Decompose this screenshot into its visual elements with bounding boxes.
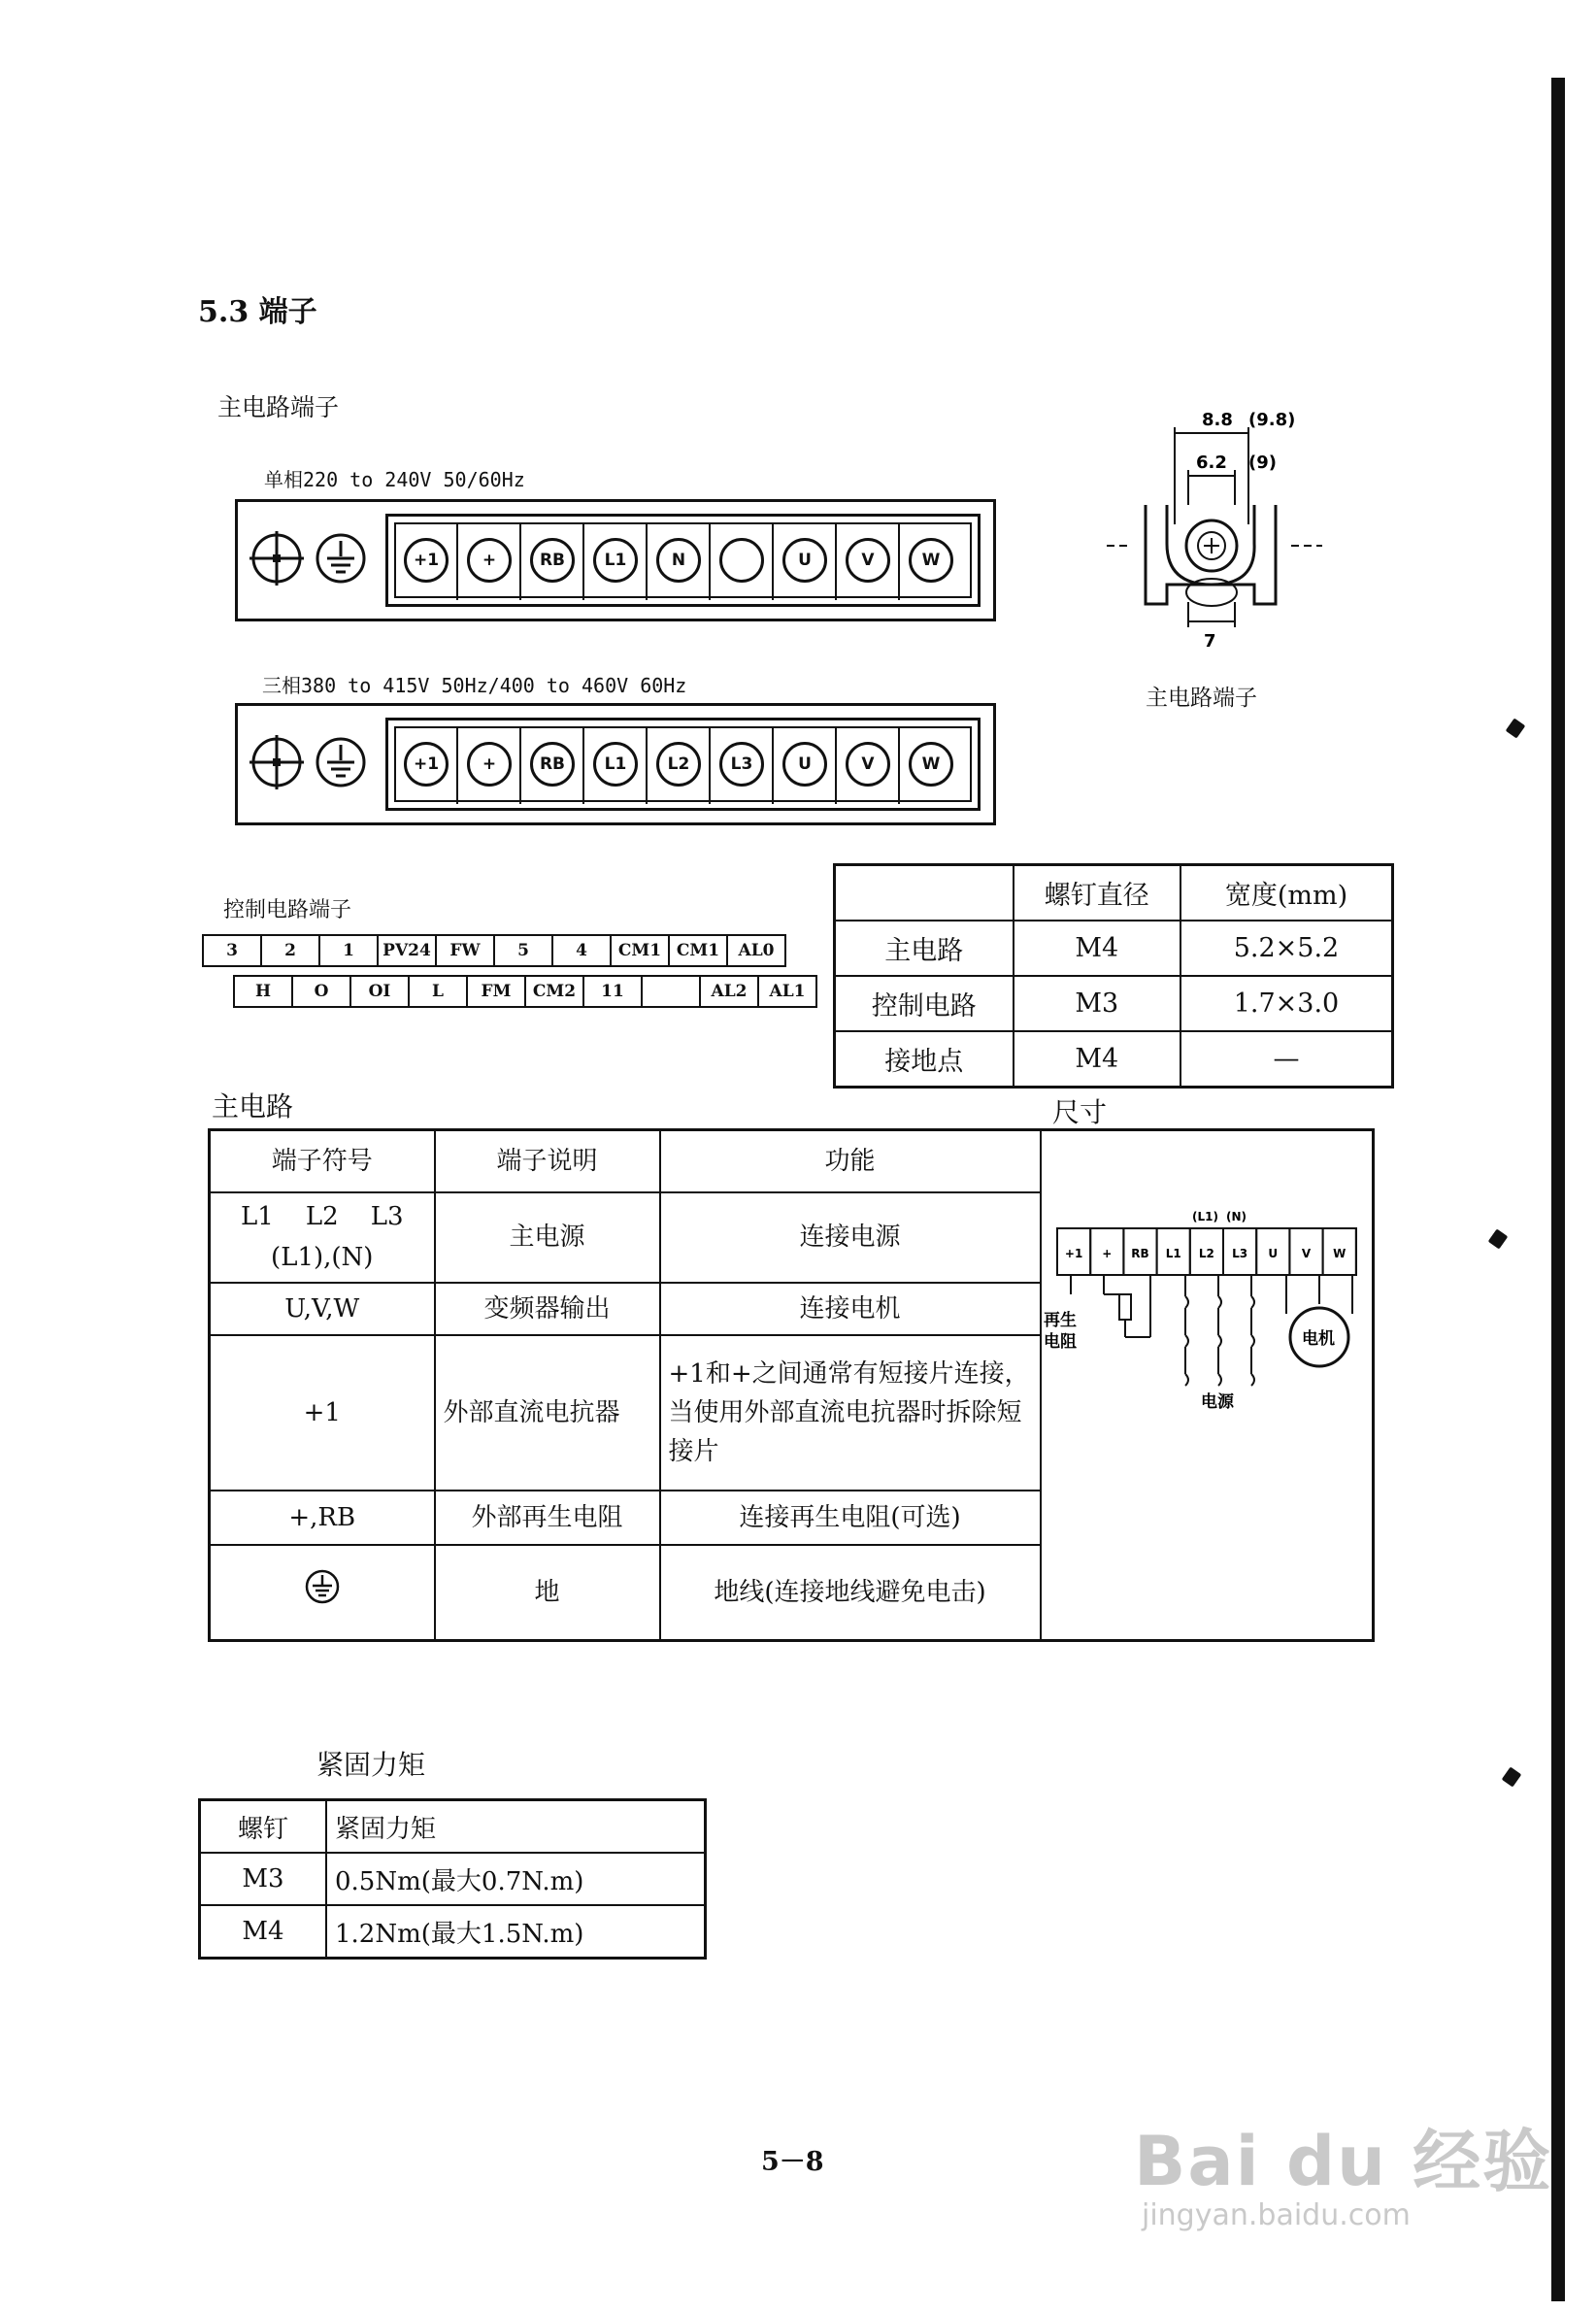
table-cell: — (1180, 1031, 1393, 1088)
table-cell: 主电路 (835, 921, 1014, 976)
table-header-cell: 功能 (660, 1130, 1041, 1193)
table-cell: +1和+之间通常有短接片连接，当使用外部直流电抗器时拆除短接片 (660, 1335, 1041, 1491)
main-circuit-table (208, 1128, 1375, 1642)
table-row (835, 921, 1393, 976)
table-cell: M4 (1014, 921, 1181, 976)
three-phase-terminal-strip (235, 703, 996, 825)
control-terminal: FW (435, 934, 495, 967)
table-cell: +,RB (210, 1491, 435, 1545)
table-cell: 地线(连接地线避免电击) (660, 1545, 1041, 1641)
power-supply-label: 电源 (1200, 1392, 1234, 1412)
torque-heading: 紧固力矩 (316, 1749, 426, 1781)
wiring-terminal-label: L1 (1165, 1247, 1181, 1260)
control-circuit-label: 控制电路端子 (223, 898, 352, 922)
control-terminal: 1 (318, 934, 379, 967)
watermark-logo: Bai du 经验 (1134, 2122, 1553, 2201)
terminal-cell (396, 728, 458, 804)
control-terminal: L (408, 975, 468, 1008)
terminal-cell (648, 728, 711, 804)
terminal-screw: L1 (593, 538, 638, 583)
terminal-cell (901, 728, 963, 804)
table-header-row (200, 1800, 706, 1854)
three-phase-label: 三相380 to 415V 50Hz/400 to 460V 60Hz (262, 674, 687, 697)
frame-ground-icon (248, 529, 306, 587)
table-header-row (210, 1130, 1374, 1193)
table-cell: +1 (210, 1335, 435, 1491)
table-row (200, 1905, 706, 1959)
terminal-screw: + (467, 742, 512, 787)
dim-bottom-label: 7 (1204, 631, 1216, 652)
single-phase-terminal-strip (235, 499, 996, 621)
control-terminal: 3 (202, 934, 262, 967)
terminal-screw: U (782, 538, 827, 583)
table-cell: 外部直流电抗器 (435, 1335, 660, 1491)
table-cell (210, 1545, 435, 1641)
terminal-dimension-figure (1107, 398, 1330, 670)
size-heading: 尺寸 (1052, 1096, 1108, 1128)
terminal-cell (648, 524, 711, 600)
scan-speck (1488, 1228, 1509, 1249)
terminal-screw: + (467, 538, 512, 583)
table-cell: 连接电机 (660, 1283, 1041, 1335)
terminal-screw: V (846, 538, 890, 583)
terminal-cell (459, 524, 521, 600)
control-terminal: OI (349, 975, 410, 1008)
terminal-cell (585, 728, 648, 804)
table-cell: M3 (1014, 976, 1181, 1031)
screw-size-table (833, 863, 1394, 1089)
frame-ground-icon (248, 733, 306, 791)
terminal-cell (775, 728, 837, 804)
main-circuit-terminals-label: 主电路端子 (217, 393, 340, 421)
page-number: 5－8 (761, 2147, 824, 2177)
control-terminal: CM1 (610, 934, 670, 967)
dim-inner-label: 6.2 (1196, 452, 1227, 473)
torque-table (198, 1798, 707, 1960)
dim-outer-alt-label: (9.8) (1248, 410, 1296, 430)
terminal-cell (522, 728, 584, 804)
terminal-screw: RB (530, 742, 575, 787)
terminal-cell (522, 524, 584, 600)
control-terminal: CM1 (668, 934, 728, 967)
dim-inner-alt-label: (9) (1248, 452, 1277, 473)
terminal-screw: L3 (719, 742, 764, 787)
table-cell: M4 (200, 1905, 327, 1959)
terminal-cell (712, 728, 774, 804)
wiring-terminal-label: L3 (1231, 1247, 1247, 1260)
control-terminal: PV24 (377, 934, 437, 967)
control-terminal: FM (466, 975, 526, 1008)
terminal-screw: N (656, 538, 701, 583)
table-row (835, 1031, 1393, 1088)
control-terminal: AL0 (726, 934, 786, 967)
control-terminal: AL1 (757, 975, 817, 1008)
scan-edge-bar (1551, 78, 1565, 2301)
table-header-cell: 宽度(mm) (1180, 865, 1393, 921)
wiring-terminal-label: + (1102, 1247, 1113, 1260)
terminal-cell (396, 524, 458, 600)
terminal-cell (585, 524, 648, 600)
wiring-terminal-label: L2 (1198, 1247, 1214, 1260)
control-terminal: H (233, 975, 293, 1008)
regen-resistor-label-2: 电阻 (1043, 1332, 1077, 1352)
control-terminal: 5 (493, 934, 553, 967)
wiring-terminal-label: U (1268, 1247, 1278, 1260)
control-terminal: 4 (551, 934, 612, 967)
section-title: 5.3 端子 (198, 295, 317, 329)
terminal-screw: U (782, 742, 827, 787)
terminal-screw: L2 (656, 742, 701, 787)
watermark-url: jingyan.baidu.com (1142, 2198, 1411, 2232)
table-header-cell: 端子符号 (210, 1130, 435, 1193)
earth-ground-icon (312, 529, 370, 587)
earth-ground-icon (303, 1567, 342, 1606)
terminal-cell (901, 524, 963, 600)
wiring-terminal-label: V (1301, 1247, 1311, 1260)
table-cell: 5.2×5.2 (1180, 921, 1393, 976)
table-cell: M4 (1014, 1031, 1181, 1088)
table-cell: 变频器输出 (435, 1283, 660, 1335)
dim-outer-label: 8.8 (1202, 410, 1233, 430)
table-cell: M3 (200, 1853, 327, 1905)
table-header-cell (835, 865, 1014, 921)
terminal-cell (712, 524, 774, 600)
table-cell: 地 (435, 1545, 660, 1641)
terminal-screw: +1 (404, 538, 449, 583)
scan-speck (1506, 718, 1526, 738)
control-terminal: 2 (260, 934, 320, 967)
symbol-line-2: (L1),(N) (271, 1242, 374, 1272)
wiring-diagram (1042, 1131, 1372, 1481)
earth-ground-icon (312, 733, 370, 791)
terminal-screw: V (846, 742, 890, 787)
table-cell (210, 1192, 435, 1283)
terminal-screw: W (909, 742, 953, 787)
control-terminal: 11 (582, 975, 643, 1008)
table-row (835, 976, 1393, 1031)
dimension-figure-caption: 主电路端子 (1146, 686, 1257, 711)
table-cell: 接地点 (835, 1031, 1014, 1088)
table-header-cell: 螺钉 (200, 1800, 327, 1854)
wiring-top-label-n: (N) (1225, 1210, 1247, 1223)
table-row (200, 1853, 706, 1905)
wiring-terminal-label: W (1332, 1247, 1347, 1260)
table-cell: 1.2Nm(最大1.5N.m) (326, 1905, 706, 1959)
terminal-screw: +1 (404, 742, 449, 787)
single-phase-label: 单相220 to 240V 50/60Hz (264, 468, 525, 491)
table-cell: 0.5Nm(最大0.7N.m) (326, 1853, 706, 1905)
motor-label: 电机 (1301, 1329, 1335, 1349)
table-cell: 外部再生电阻 (435, 1491, 660, 1545)
wiring-terminal-label: RB (1131, 1247, 1149, 1260)
scan-speck (1502, 1766, 1522, 1787)
control-terminal: O (291, 975, 351, 1008)
wiring-terminal-label: +1 (1064, 1247, 1083, 1260)
table-header-row (835, 865, 1393, 921)
table-header-cell: 紧固力矩 (326, 1800, 706, 1854)
table-cell: 连接电源 (660, 1192, 1041, 1283)
terminal-cell (459, 728, 521, 804)
terminal-screw: RB (530, 538, 575, 583)
wiring-diagram-cell (1041, 1130, 1374, 1641)
wiring-top-label-l1: (L1) (1191, 1210, 1218, 1223)
control-terminal (641, 975, 701, 1008)
table-header-cell: 螺钉直径 (1014, 865, 1181, 921)
table-cell: 主电源 (435, 1192, 660, 1283)
table-cell: 连接再生电阻(可选) (660, 1491, 1041, 1545)
terminal-screw: W (909, 538, 953, 583)
main-circuit-heading: 主电路 (212, 1090, 294, 1122)
control-terminal: CM2 (524, 975, 584, 1008)
terminal-screw: L1 (593, 742, 638, 787)
table-cell: 控制电路 (835, 976, 1014, 1031)
control-terminal: AL2 (699, 975, 759, 1008)
regen-resistor-label-1: 再生 (1043, 1311, 1077, 1330)
table-cell: 1.7×3.0 (1180, 976, 1393, 1031)
terminal-cell (838, 728, 900, 804)
table-header-cell: 端子说明 (435, 1130, 660, 1193)
table-cell: U,V,W (210, 1283, 435, 1335)
terminal-screw (719, 538, 764, 583)
symbol-line-1: L1 L2 L3 (240, 1202, 404, 1231)
terminal-cell (838, 524, 900, 600)
terminal-cell (775, 524, 837, 600)
